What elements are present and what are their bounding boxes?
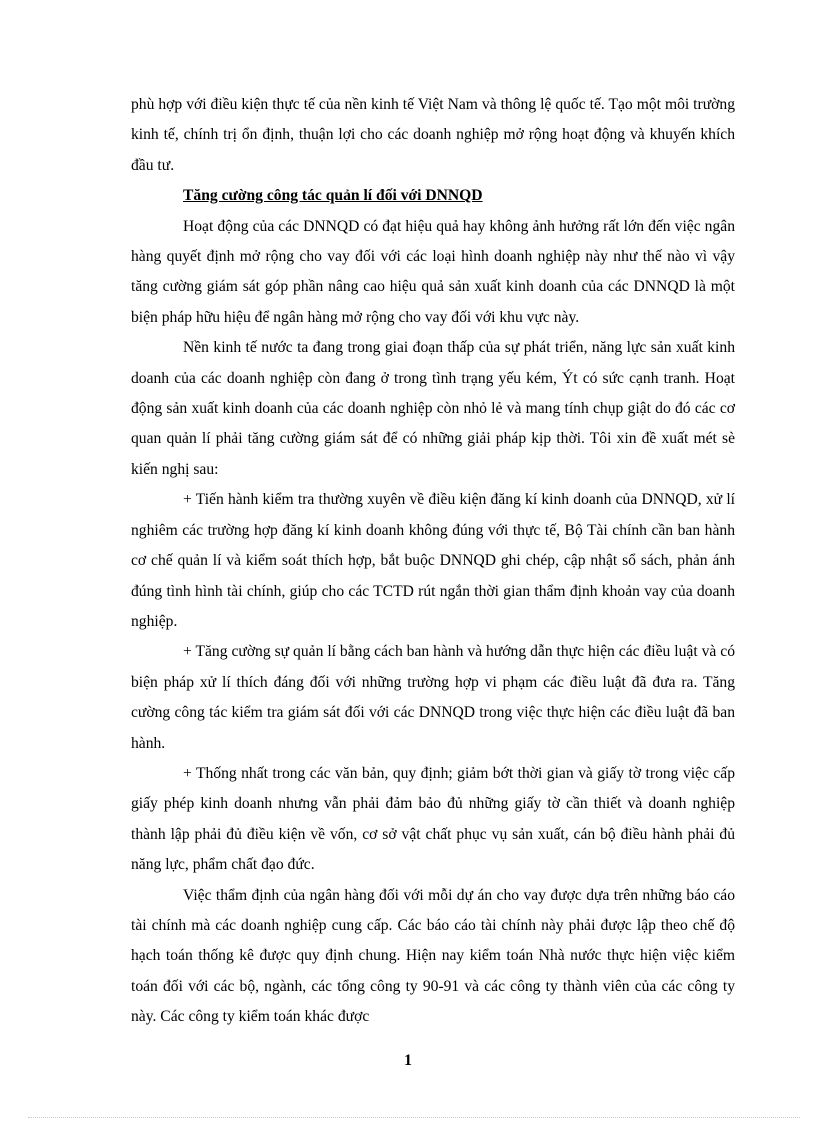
- section-heading: Tăng cường công tác quản lí đối với DNNQD: [183, 187, 483, 205]
- bullet-paragraph: + Thống nhất trong các văn bản, quy định; giảm bớt thời gian và giấy tờ trong việc cấp giấy phép kinh doanh nhưng vẫn phải đảm bảo đủ những giấy tờ cần thiết và doanh nghiệp thành lập phải đủ điều kiện về vốn, cơ sở vật chất phục vụ sản xuất, cán bộ điều hành phải đủ năng lực, phẩm chất đạo đức.: [131, 764, 735, 874]
- bullet-paragraph: + Tăng cường sự quản lí bằng cách ban hành và hướng dẫn thực hiện các điều luật và có biện pháp xử lí thích đáng đối với những trường hợp vi phạm các điều luật đã đưa ra. Tăng cường công tác kiểm tra giám sát đối với các DNNQD trong việc thực hiện các điều luật đã ban hành.: [131, 643, 735, 752]
- body-text: [131, 90, 735, 1033]
- paragraph: Nền kinh tế nước ta đang trong giai đoạn thấp của sự phát triển, năng lực sản xuất kinh doanh của các doanh nghiệp còn đang ở trong tình trạng yếu kém, Ýt có sức cạnh tranh. Hoạt động sản xuất kinh doanh của các doanh nghiệp còn nhỏ lẻ và mang tính chụp giật do đó các cơ quan quản lí phải tăng cường giám sát để có những giải pháp kịp thời. Tôi xin đề xuất mét sè kiến nghị sau:: [131, 339, 735, 478]
- footer-divider: [28, 1117, 800, 1118]
- paragraph: Hoạt động của các DNNQD có đạt hiệu quả hay không ảnh hưởng rất lớn đến việc ngân hàng quyết định mở rộng cho vay đối với các loại hình doanh nghiệp này như thế nào vì vậy tăng cường giám sát góp phần nâng cao hiệu quả sản xuất kinh doanh của các DNNQD là một biện pháp hữu hiệu để ngân hàng mở rộng cho vay đối với khu vực này.: [131, 217, 735, 326]
- page-number: 1: [404, 1052, 412, 1069]
- paragraph: Việc thẩm định của ngân hàng đối với mỗi dự án cho vay được dựa trên những báo cáo tài chính mà các doanh nghiệp cung cấp. Các báo cáo tài chính này phải được lập theo chế độ hạch toán thống kê được quy định chung. Hiện nay kiểm toán Nhà nước thực hiện việc kiểm toán đối với các bộ, ngành, các tổng công ty 90-91 và các công ty thành viên của các công ty này. Các công ty kiểm toán khác được: [131, 886, 735, 1026]
- bullet-paragraph: + Tiến hành kiểm tra thường xuyên về điều kiện đăng kí kinh doanh của DNNQD, xử lí nghiêm các trường hợp đăng kí kinh doanh không đúng với thực tế, Bộ Tài chính cần ban hành cơ chế quản lí và kiểm soát thích hợp, bắt buộc DNNQD ghi chép, cập nhật sổ sách, phản ánh đúng tình hình tài chính, giúp cho các TCTD rút ngắn thời gian thẩm định khoản vay của doanh nghiệp.: [131, 491, 735, 630]
- paragraph-continuation: phù hợp với điều kiện thực tế của nền kinh tế Việt Nam và thông lệ quốc tế. Tạo một môi trường kinh tế, chính trị ổn định, thuận lợi cho các doanh nghiệp mở rộng hoạt động và khuyến khích đầu tư.: [131, 96, 735, 174]
